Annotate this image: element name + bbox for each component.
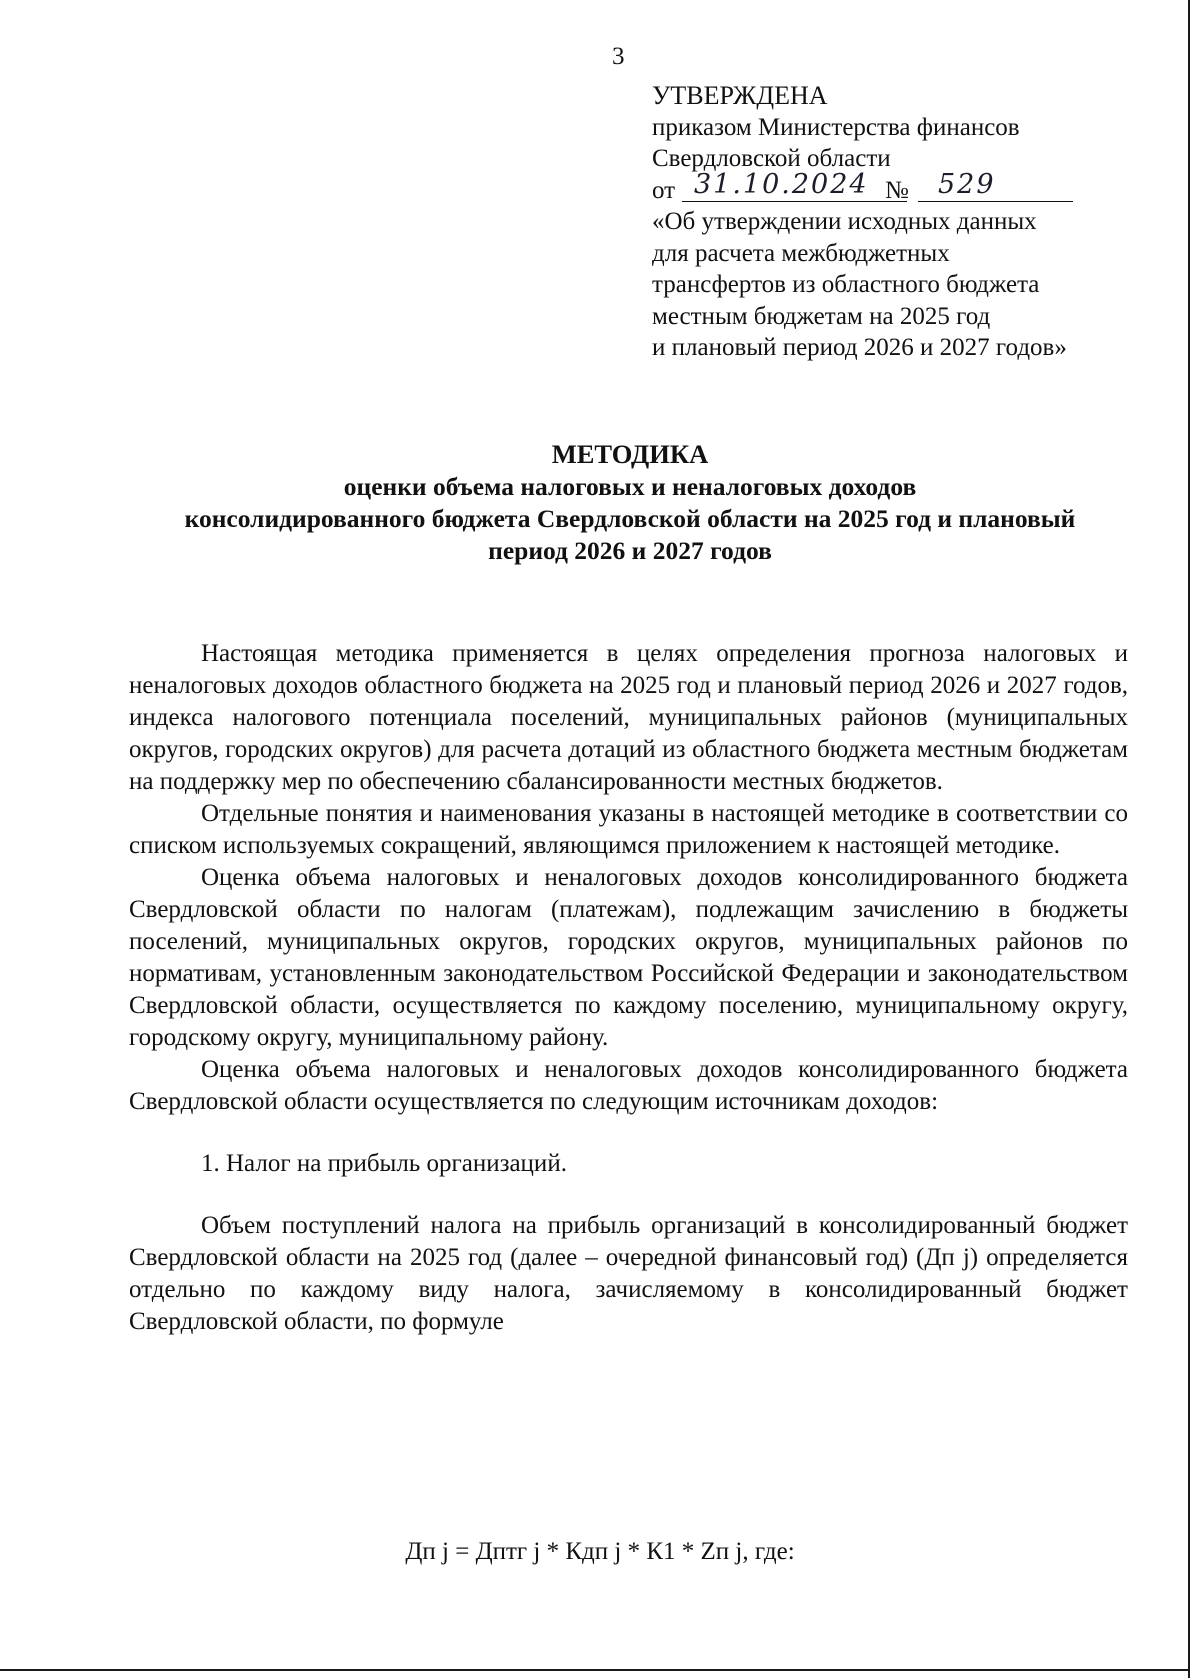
approval-subject-line: и плановый период 2026 и 2027 годов»: [652, 334, 1067, 361]
document-title: [100, 437, 1160, 567]
title-line: период 2026 и 2027 годов: [488, 536, 772, 565]
body-paragraph: Оценка объема налоговых и неналоговых доходов консолидированного бюджета Свердловской области по налогам (платежам), подлежащим зачислению в бюджеты поселений, муниципальных округов, городских округов, муниципальных районов по нормативам, установленным законодательством Российской Федерации и законодательством Свердловской области, осуществляется по каждому поселению, муниципальному округу, городскому округу, муниципальному району.: [129, 864, 1128, 1051]
formula: Дп j = Дптг j * Кдп j * К1 * Zп j, где:: [405, 1538, 795, 1565]
page-number: 3: [612, 43, 625, 70]
approval-subject-line: местным бюджетам на 2025 год: [652, 302, 991, 330]
approval-line: приказом Министерства финансов: [652, 113, 1020, 141]
title-line: оценки объема налоговых и неналоговых доходов: [343, 472, 917, 501]
title-line: консолидированного бюджета Свердловской области на 2025 год и плановый: [184, 504, 1076, 533]
date-underline: [682, 201, 907, 203]
body-paragraph: Отдельные понятия и наименования указаны в настоящей методике в соответствии со списком используемых сокращений, являющимся приложением к настоящей методике.: [129, 800, 1128, 859]
number-label: №: [885, 176, 909, 204]
title-main: МЕТОДИКА: [551, 439, 709, 469]
body-paragraph: Объем поступлений налога на прибыль организаций в консолидированный бюджет Свердловской области на 2025 год (далее – очередной финансовый год) (Дп j) определяется отдельно по каждому виду налога, зачисляемому в консолидированный бюджет Свердловской области, по формуле: [129, 1212, 1128, 1335]
approval-stamp-block: [652, 80, 1172, 364]
handwritten-number: 529: [938, 168, 996, 200]
approval-subject-line: для расчета межбюджетных: [652, 239, 950, 267]
body-paragraph: Оценка объема налоговых и неналоговых доходов консолидированного бюджета Свердловской области осуществляется по следующим источникам доходов:: [129, 1056, 1128, 1115]
body-paragraph: Настоящая методика применяется в целях определения прогноза налоговых и неналоговых доходов областного бюджета на 2025 год и плановый период 2026 и 2027 годов, индекса налогового потенциала поселений, муниципальных районов (муниципальных округов, городских округов) для расчета дотаций из областного бюджета местным бюджетам на поддержку мер по обеспечению сбалансированности местных бюджетов.: [129, 640, 1128, 795]
handwritten-date: 31.10.2024: [694, 168, 869, 200]
scan-edge-right: [1188, 0, 1190, 1678]
document-body: [129, 638, 1128, 1338]
approval-heading: УТВЕРЖДЕНА: [652, 81, 828, 110]
order-date-number-line: [652, 168, 1172, 207]
number-underline: [918, 201, 1073, 203]
approval-subject-line: трансфертов из областного бюджета: [652, 271, 1040, 298]
section-item-profit-tax: 1. Налог на прибыль организаций.: [201, 1150, 567, 1177]
approval-line: Свердловской области: [652, 145, 891, 172]
approval-subject-line: «Об утверждении исходных данных: [652, 208, 1037, 235]
scan-edge-bottom: [0, 1669, 1190, 1671]
date-label: от: [652, 176, 676, 204]
